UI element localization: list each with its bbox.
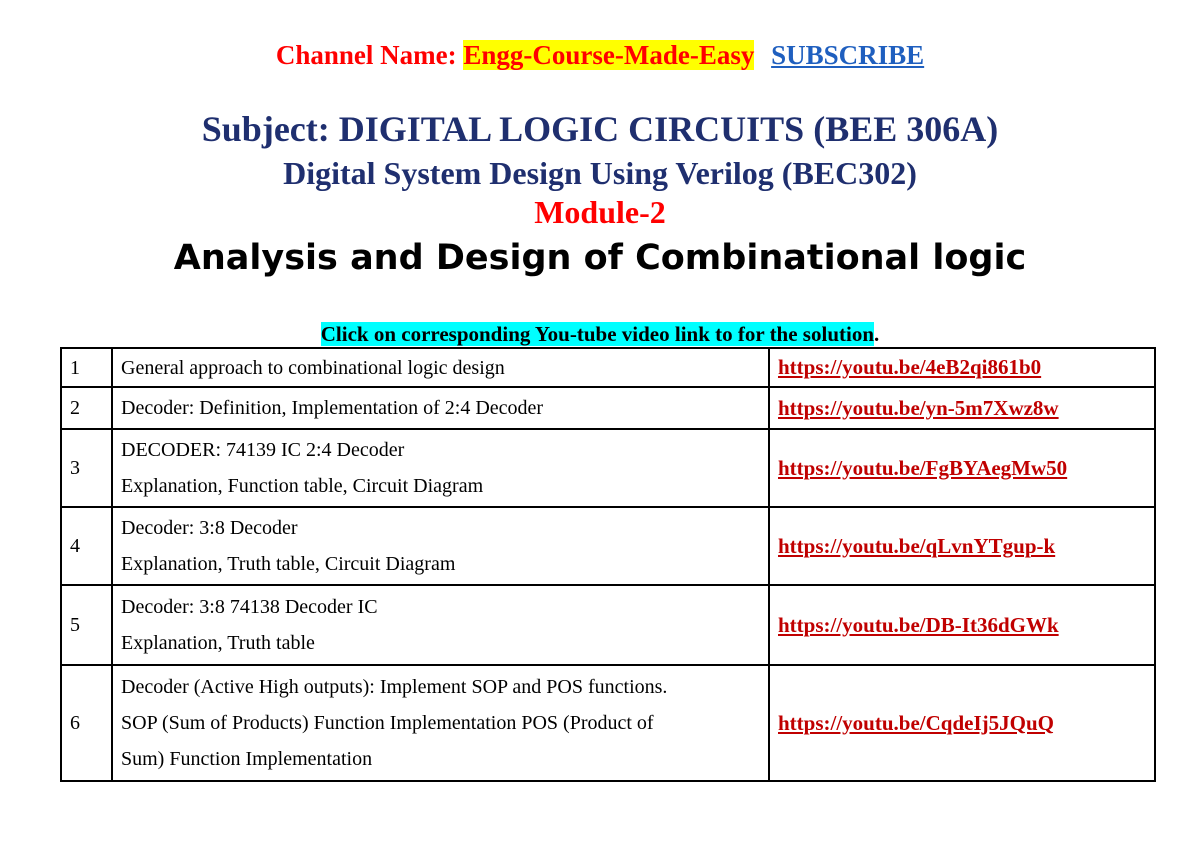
table-row — [61, 429, 1155, 507]
table-row — [61, 348, 1155, 387]
row-link-cell — [769, 585, 1155, 665]
row-description — [112, 429, 769, 507]
row-description — [112, 348, 769, 387]
description-line: Decoder: 3:8 Decoder — [121, 517, 298, 539]
description-line: Decoder (Active High outputs): Implement SOP and POS functions. — [121, 676, 668, 698]
row-description — [112, 585, 769, 665]
row-link-cell — [769, 507, 1155, 585]
table-row — [61, 585, 1155, 665]
row-link-cell — [769, 387, 1155, 429]
row-number: 4 — [61, 507, 112, 585]
row-link-cell — [769, 665, 1155, 781]
subscribe-link[interactable]: SUBSCRIBE — [771, 40, 925, 70]
row-number: 1 — [61, 348, 112, 387]
channel-name: Engg-Course-Made-Easy — [463, 40, 755, 70]
description-line: Sum) Function Implementation — [121, 748, 373, 770]
row-link-cell — [769, 348, 1155, 387]
description-line: Explanation, Truth table, Circuit Diagram — [121, 553, 456, 575]
instruction-line — [0, 322, 1200, 347]
topic-title: Analysis and Design of Combinational logic — [173, 238, 1027, 278]
instruction-period: . — [874, 322, 880, 346]
description-line: Decoder: 3:8 74138 Decoder IC — [121, 596, 378, 618]
subject-title: Subject: DIGITAL LOGIC CIRCUITS (BEE 306A) — [201, 109, 999, 149]
youtube-link[interactable]: https://youtu.be/qLvnYTgup-k — [778, 533, 1056, 558]
table-row — [61, 507, 1155, 585]
row-number: 6 — [61, 665, 112, 781]
youtube-link[interactable]: https://youtu.be/yn-5m7Xwz8w — [778, 395, 1059, 420]
youtube-link[interactable]: https://youtu.be/FgBYAegMw50 — [778, 455, 1068, 480]
table-row — [61, 387, 1155, 429]
description-line: Decoder: Definition, Implementation of 2:4 Decoder — [121, 397, 544, 419]
channel-line — [0, 40, 1200, 71]
table-row — [61, 665, 1155, 781]
video-links-table — [60, 347, 1156, 782]
channel-label: Channel Name: — [275, 40, 457, 70]
row-description — [112, 507, 769, 585]
row-number: 3 — [61, 429, 112, 507]
description-line: Explanation, Function table, Circuit Diagram — [121, 475, 484, 497]
row-description — [112, 665, 769, 781]
description-line: SOP (Sum of Products) Function Implementation POS (Product of — [121, 712, 654, 734]
youtube-link[interactable]: https://youtu.be/DB-It36dGWk — [778, 612, 1059, 637]
description-line: DECODER: 74139 IC 2:4 Decoder — [121, 439, 405, 461]
description-line: General approach to combinational logic design — [121, 356, 505, 379]
row-description — [112, 387, 769, 429]
row-link-cell — [769, 429, 1155, 507]
instruction-text: Click on corresponding You-tube video link to for the solution — [320, 322, 875, 346]
youtube-link[interactable]: https://youtu.be/4eB2qi861b0 — [778, 355, 1042, 379]
module-title: Module-2 — [534, 194, 666, 230]
youtube-link[interactable]: https://youtu.be/CqdeIj5JQuQ — [778, 710, 1054, 735]
row-number: 5 — [61, 585, 112, 665]
row-number: 2 — [61, 387, 112, 429]
course-title: Digital System Design Using Verilog (BEC302) — [283, 155, 917, 191]
description-line: Explanation, Truth table — [121, 632, 315, 654]
